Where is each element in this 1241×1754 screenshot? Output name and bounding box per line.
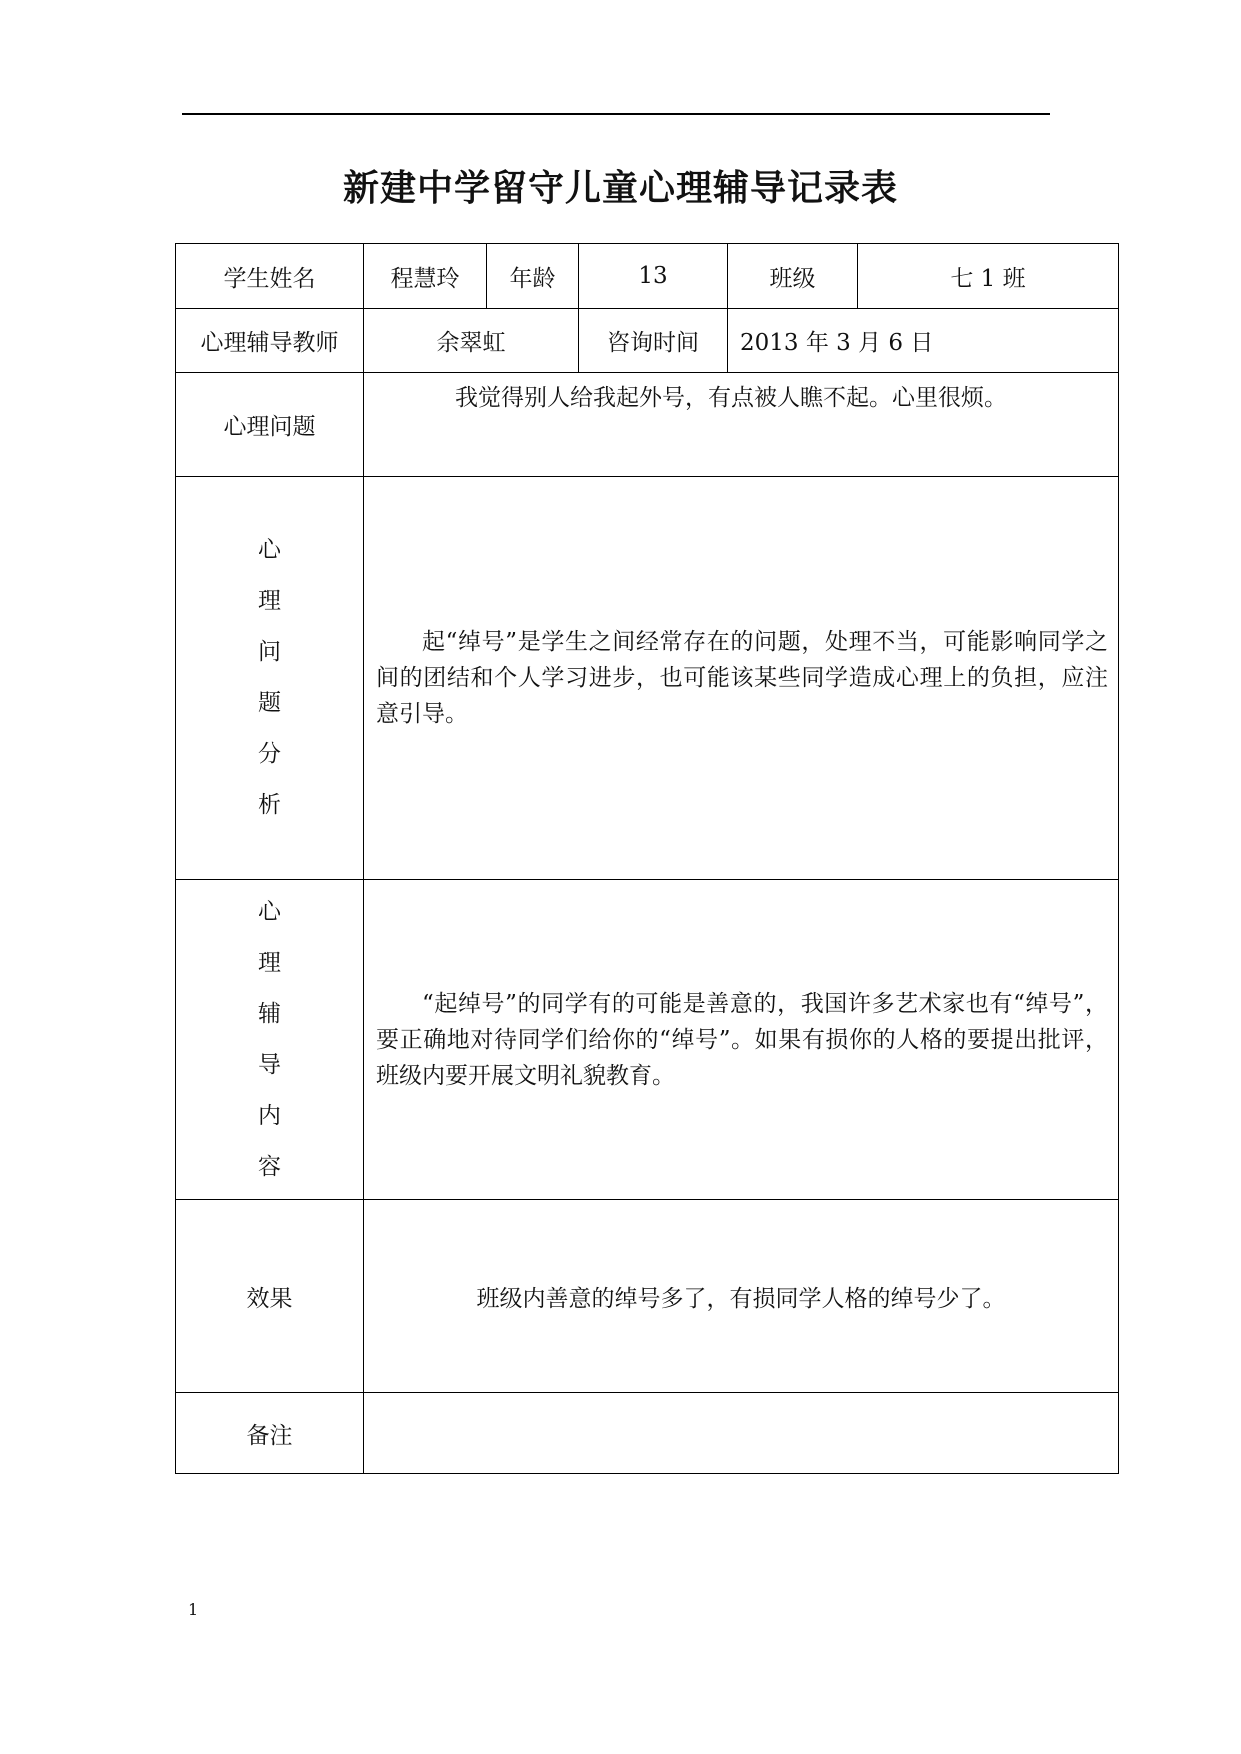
table-row (176, 1200, 1119, 1393)
counseling-label-char: 心 (258, 898, 281, 925)
page-title: 新建中学留守儿童心理辅导记录表 (342, 168, 898, 209)
table-row (176, 477, 1119, 880)
analysis-label-char: 题 (258, 690, 281, 716)
header-rule (182, 113, 1050, 115)
counseling-label-char: 内 (258, 1102, 281, 1129)
student-name-label: 学生姓名 (176, 244, 364, 309)
teacher-value: 余翠虹 (364, 309, 579, 373)
analysis-label-char: 析 (258, 792, 281, 818)
table-row (176, 309, 1119, 373)
table-row (176, 244, 1119, 309)
counseling-label (176, 880, 364, 1200)
remarks-label: 备注 (176, 1393, 364, 1474)
counseling-label-char: 理 (258, 949, 281, 976)
effect-text: 班级内善意的绰号多了，有损同学人格的绰号少了。 (364, 1200, 1119, 1393)
analysis-text: 起“绰号”是学生之间经常存在的问题，处理不当，可能影响同学之间的团结和个人学习进步，也可能该某些同学造成心理上的负担，应注意引导。 (364, 477, 1119, 880)
analysis-label-char: 理 (258, 588, 281, 614)
student-name-value: 程慧玲 (364, 244, 487, 309)
analysis-label (176, 477, 364, 880)
consult-time-label: 咨询时间 (579, 309, 728, 373)
counseling-text: “起绰号”的同学有的可能是善意的，我国许多艺术家也有“绰号”，要正确地对待同学们给你的“绰号”。如果有损你的人格的要提出批评，班级内要开展文明礼貌教育。 (364, 880, 1119, 1200)
age-value: 13 (579, 244, 728, 309)
age-label: 年龄 (487, 244, 579, 309)
table-row (176, 373, 1119, 477)
table-row (176, 1393, 1119, 1474)
analysis-label-char: 分 (258, 741, 281, 767)
counseling-label-char: 辅 (258, 1000, 281, 1027)
analysis-label-char: 问 (258, 639, 281, 665)
analysis-label-char: 心 (258, 537, 281, 563)
table-row (176, 880, 1119, 1200)
page-number: 1 (188, 1600, 199, 1619)
class-label: 班级 (728, 244, 858, 309)
effect-label: 效果 (176, 1200, 364, 1393)
problem-label: 心理问题 (176, 373, 364, 477)
consult-time-value: 2013 年 3 月 6 日 (728, 309, 1119, 373)
problem-text: 我觉得别人给我起外号，有点被人瞧不起。心里很烦。 (364, 373, 1119, 477)
remarks-text (364, 1393, 1119, 1474)
counseling-label-char: 导 (258, 1051, 281, 1078)
record-form-table (175, 243, 1119, 1474)
teacher-label: 心理辅导教师 (176, 309, 364, 373)
class-value: 七 1 班 (858, 244, 1119, 309)
counseling-label-char: 容 (258, 1153, 281, 1180)
